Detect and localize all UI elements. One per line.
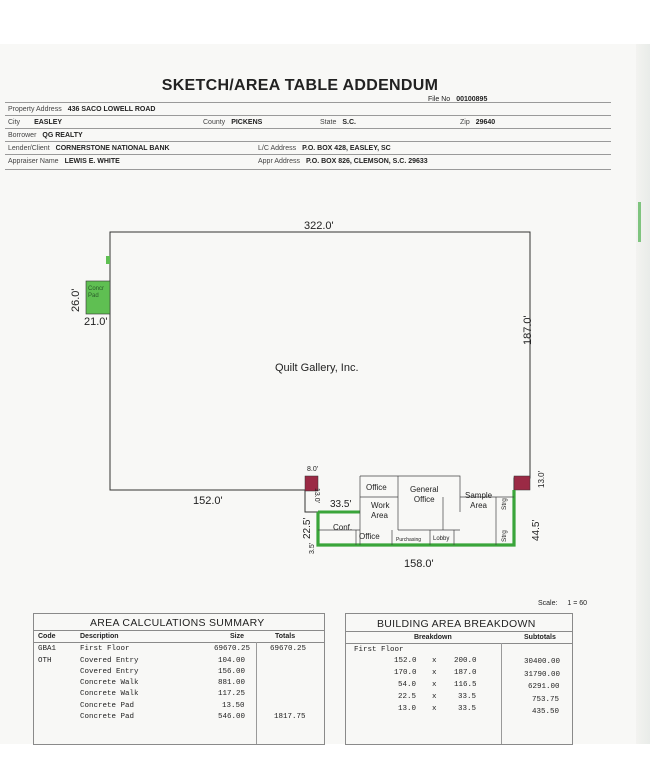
- breakdown-op: x: [432, 705, 437, 713]
- lc-address-value: P.O. BOX 428, EASLEY, SC: [302, 145, 391, 152]
- area-row-desc: Concrete Pad: [80, 713, 135, 721]
- breakdown-a: 13.0: [398, 705, 417, 713]
- room-purchasing: Purchasing: [396, 537, 422, 543]
- scale-value: 1 = 60: [567, 600, 588, 607]
- breakdown-a: 54.0: [398, 681, 417, 689]
- area-summary-box: [33, 613, 325, 745]
- area-row-size: 117.25: [218, 690, 246, 698]
- col-subtotals: Subtotals: [524, 634, 556, 641]
- appr-address-label: Appr Address: [258, 158, 301, 165]
- zip-value: 29640: [475, 119, 496, 126]
- room-general-office: General Office: [410, 485, 439, 504]
- area-row-size: 104.00: [218, 657, 246, 665]
- lender-value: CORNERSTONE NATIONAL BANK: [55, 145, 170, 152]
- breakdown-subtotal: 30400.00: [524, 658, 561, 666]
- col-code: Code: [38, 633, 56, 640]
- building-label: Quilt Gallery, Inc.: [275, 362, 359, 374]
- area-row-size: 156.00: [218, 668, 246, 676]
- breakdown-title: BUILDING AREA BREAKDOWN: [377, 618, 536, 630]
- file-no-value: 00100895: [456, 96, 488, 103]
- scale-indicator: [538, 600, 587, 607]
- appraiser-value: LEWIS E. WHITE: [64, 158, 120, 165]
- room-sample-area: Sample Area: [465, 491, 493, 510]
- property-address-label: Property Address: [8, 106, 62, 113]
- city-label: City: [8, 119, 21, 126]
- lender-label: Lender/Client: [8, 145, 50, 152]
- appraiser-label: Appraiser Name: [8, 158, 59, 165]
- area-row-code: OTH: [38, 657, 52, 665]
- breakdown-a: 152.0: [394, 657, 417, 665]
- room-conf: Conf.: [333, 523, 353, 532]
- area-summary-title: AREA CALCULATIONS SUMMARY: [90, 617, 265, 629]
- breakdown-subtotal: 753.75: [532, 696, 560, 704]
- dim-ext-height: 22.5': [302, 517, 313, 539]
- area-row-size: 69670.25: [214, 645, 251, 653]
- dim-pad-height: 26.0': [70, 288, 82, 312]
- state-value: S.C.: [342, 119, 356, 126]
- breakdown-a: 22.5: [398, 693, 417, 701]
- room-storage-2: Strg: [501, 530, 508, 542]
- breakdown-subtotal: 435.50: [532, 708, 560, 716]
- area-row-desc: Concrete Walk: [80, 679, 139, 687]
- dim-ext-offset: 3.5': [309, 542, 316, 554]
- dim-entry-width: 8.0': [307, 466, 319, 473]
- room-lobby: Lobby: [433, 536, 450, 542]
- area-row-total: 1817.75: [274, 713, 306, 721]
- file-no-label: File No: [428, 96, 451, 103]
- room-office-2: Office: [359, 532, 380, 541]
- area-row-desc: First Floor: [80, 645, 130, 653]
- breakdown-op: x: [432, 693, 437, 701]
- area-row: GBA1: [38, 645, 57, 653]
- state-label: State: [320, 119, 337, 126]
- pad-label-2: Pad: [88, 293, 99, 299]
- area-row-desc: Concrete Walk: [80, 690, 139, 698]
- dim-top: 322.0': [304, 220, 334, 232]
- breakdown-b: 200.0: [454, 657, 477, 665]
- breakdown-op: x: [432, 669, 437, 677]
- area-row-total: 69670.25: [270, 645, 307, 653]
- breakdown-b: 33.5: [458, 693, 477, 701]
- area-row-size: 13.50: [222, 702, 245, 710]
- breakdown-box: [345, 613, 573, 745]
- room-storage-1: Strg: [501, 498, 508, 510]
- dim-bottom: 158.0': [404, 558, 434, 570]
- breakdown-b: 33.5: [458, 705, 477, 713]
- room-office: Office: [366, 483, 387, 492]
- breakdown-section: First Floor: [354, 646, 404, 654]
- dim-ext-width: 33.5': [330, 499, 352, 510]
- appr-address-value: P.O. BOX 826, CLEMSON, S.C. 29633: [306, 158, 428, 165]
- left-small-pad: [106, 256, 110, 264]
- breakdown-b: 187.0: [454, 669, 477, 677]
- breakdown-a: 170.0: [394, 669, 417, 677]
- covered-entry-right: [514, 476, 530, 490]
- dim-right-entry: 13.0': [537, 470, 546, 488]
- col-size: Size: [230, 633, 245, 640]
- breakdown-subtotal: 6291.00: [528, 683, 560, 691]
- county-value: PICKENS: [231, 119, 263, 126]
- dim-pad-width: 21.0': [84, 316, 108, 328]
- area-row-desc: Covered Entry: [80, 668, 139, 676]
- breakdown-b: 116.5: [454, 681, 477, 689]
- pad-label-1: Concr: [88, 286, 105, 292]
- area-row-size: 881.00: [218, 679, 246, 687]
- dim-entry-height: 13.0': [313, 488, 320, 503]
- zip-label: Zip: [460, 119, 470, 126]
- breakdown-op: x: [432, 681, 437, 689]
- property-address-value: 436 SACO LOWELL ROAD: [67, 106, 156, 113]
- dim-bottom-left: 152.0': [193, 495, 223, 507]
- col-totals: Totals: [275, 633, 296, 640]
- dim-right: 187.0': [522, 315, 534, 345]
- scale-label: Scale:: [538, 600, 558, 607]
- area-row-desc: Covered Entry: [80, 657, 139, 665]
- borrower-label: Borrower: [8, 132, 37, 139]
- dim-right-ext: 44.5': [531, 519, 542, 541]
- room-work-area: Work Area: [371, 501, 390, 520]
- city-value: EASLEY: [34, 119, 63, 126]
- lc-address-label: L/C Address: [258, 145, 297, 152]
- area-row-desc: Concrete Pad: [80, 702, 135, 710]
- col-description: Description: [80, 633, 119, 640]
- county-label: County: [203, 119, 226, 126]
- page-title: SKETCH/AREA TABLE ADDENDUM: [161, 77, 439, 94]
- breakdown-op: x: [432, 657, 437, 665]
- breakdown-subtotal: 31790.00: [524, 671, 561, 679]
- col-breakdown: Breakdown: [414, 634, 452, 641]
- borrower-value: QG REALTY: [42, 132, 83, 139]
- area-row-size: 546.00: [218, 713, 246, 721]
